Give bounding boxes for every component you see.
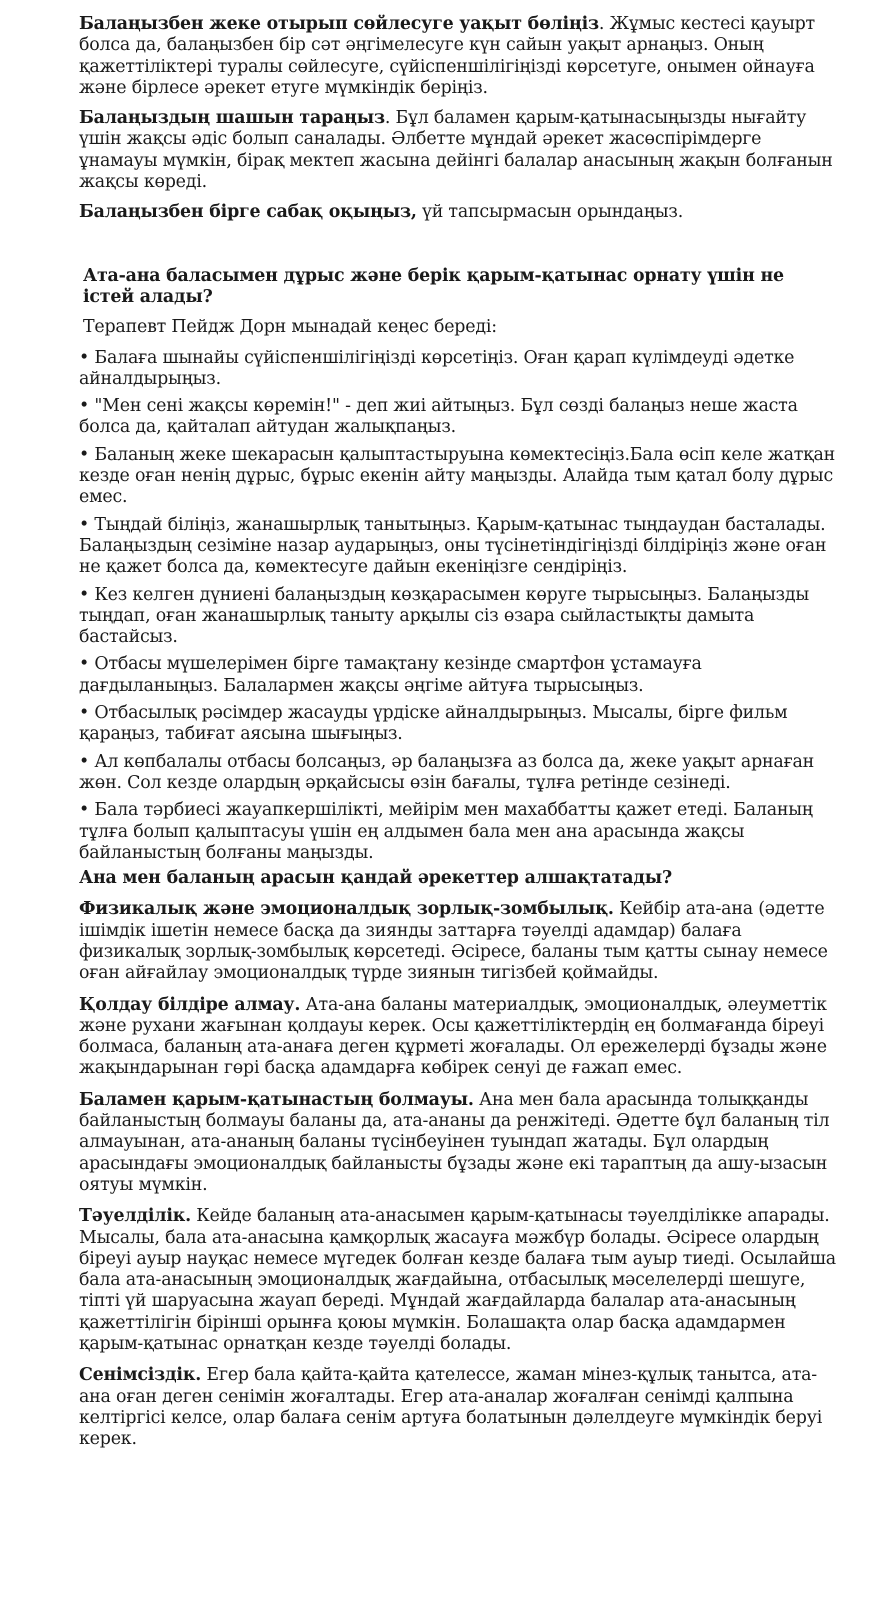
issue-text: Кейбір ата-ана (әдетте ішімдік ішетін немесе басқа да зиянды заттарға тәуелді адамдар) балаға физикалық зорлық-зомбылық көрсетеді. Әсіресе, баланы тым қатты сынау немесе оған айғайлау эмоционалдық түрде зиянын тигізбей қоймайды. [79, 899, 828, 984]
issue-paragraph [79, 1365, 839, 1450]
issue-text: Ата-ана баланы материалдық, эмоционалдық, әлеуметтік және рухани жағынан қолдауы керек. Осы қажеттіліктердің ең болмағанда біреуі болмаса, баланың ата-анаға деген құрметі жоғалады. Ол ережелерді бұзады және жақындарынан гөрі басқа адамдарға көбірек сенуі де ғажап емес. [79, 994, 827, 1079]
bullet-item: • Бала тәрбиесі жауапкершілікті, мейірім мен махаббатты қажет етеді. Баланың тұлға болып қалыптасуы үшін ең алдымен бала мен ана арасында жақсы байланыстың болғаны маңызды. [79, 800, 813, 863]
issue-paragraph [79, 1206, 839, 1355]
section-heading-2: Ана мен баланың арасын қандай әрекеттер алшақтатады? [79, 868, 672, 889]
issue-paragraph [79, 899, 839, 984]
issue-paragraph [79, 1090, 839, 1196]
bullet-item: • Ал көпбалалы отбасы болсаңыз, әр балаңызға аз болса да, жеке уақыт арнаған жөн. Сол кезде олардың әрқайсысы өзін бағалы, тұлға ретінде сезінеді. [79, 751, 815, 793]
issue-title: Тәуелділік. [79, 1206, 191, 1227]
issue-title: Баламен қарым-қатынастың болмауы. [79, 1089, 474, 1110]
intro-lead-1: Балаңызбен жеке отырып сөйлесуге уақыт бөліңіз [79, 14, 599, 34]
intro-text-2: . Бұл баламен қарым-қатынасыңызды нығайту үшін жақсы әдіс болып саналады. Әлбетте мұндай әрекет жасөспірімдерге ұнамауы мүмкін, бірақ мектеп жасына дейінгі балалар анасының жақын болғанын жақсы көреді. [79, 108, 833, 193]
issue-text: Ана мен бала арасында толыққанды байланыстың болмауы баланы да, ата-ананы да ренжітеді. Әдетте бұл баланың тіл алмауынан, ата-ананың баланы түсінбеуінен туындап жатады. Бұл олардың арасындағы эмоционалдық байланысты бұзады және екі тараптың да ашу-ызасын оятуы мүмкін. [79, 1089, 830, 1195]
issue-text: Кейде баланың ата-анасымен қарым-қатынасы тәуелділікке апарады. Мысалы, бала ата-анасына қамқорлық жасауға мәжбүр болады. Әсіресе олардың біреуі ауыр науқас немесе мүгедек болған кезде балаға тым ауыр тиеді. Осылайша бала ата-анасының эмоционалдық жағдайына, отбасылық мәселелерді шешуге, тіпті үй шаруасына жауап береді. Мұндай жағдайларда балалар ата-анасының қажеттілігін бірінші орынға қоюы мүмкін. Болашақта олар басқа адамдармен қарым-қатынас орнатқан кезде тәуелді болады. [79, 1206, 836, 1355]
bullet-item: • "Мен сені жақсы көремін!" - деп жиі айтыңыз. Бұл сөзді балаңыз неше жаста болса да, қайталап айтудан жалықпаңыз. [79, 396, 798, 438]
intro-lead-2: Балаңыздың шашын тараңыз [79, 108, 385, 129]
bullet-item: • Отбасылық рәсімдер жасауды үрдіске айналдырыңыз. Мысалы, бірге фильм қараңыз, табиғат аясына шығыңыз. [79, 703, 788, 745]
intro-paragraph-3 [79, 202, 839, 223]
bullet-item: • Кез келген дүниені балаңыздың көзқарасымен көруге тырысыңыз. Балаңызды тыңдап, оған жанашырлық таныту арқылы сіз өзара сыйластықты дамыта бастайсыз. [79, 584, 810, 648]
section-lead: Терапевт Пейдж Дорн мынадай кеңес береді: [83, 317, 497, 338]
intro-text-1: . Жұмыс кестесі қауырт болса да, балаңызбен бір сәт әңгімелесуге күн сайын уақыт арнаңыз. Оның қажеттіліктері туралы сөйлесуге, сүйіспеншілігіңізді көрсетуге, онымен ойнауға және бірлесе әрекет етуге мүмкіндік беріңіз. [79, 14, 815, 98]
issue-title: Қолдау білдіре алмау. [79, 994, 301, 1015]
article-body [79, 14, 839, 1451]
section-heading-1: Ата-ана баласымен дұрыс және берік қарым-қатынас орнату үшін не істей алады? [83, 265, 784, 307]
intro-text-3: үй тапсырмасын орындаңыз. [416, 202, 684, 223]
intro-lead-3: Балаңызбен бірге сабақ оқыңыз, [79, 202, 417, 223]
issue-title: Физикалық және эмоционалдық зорлық-зомбылық. [79, 899, 614, 920]
bullet-item: • Балаға шынайы сүйіспеншілігіңізді көрсетіңіз. Оған қарап күлімдеуді әдетке айналдырыңыз. [79, 347, 795, 389]
bullet-item: • Тыңдай біліңіз, жанашырлық танытыңыз. Қарым-қатынас тыңдаудан басталады. Балаңыздың сезіміне назар аударыңыз, оны түсінетіндігіңізді білдіріңіз және оған не қажет болса да, көмектесуге дайын екеніңізге сендіріңіз. [79, 514, 827, 578]
issue-text: Егер бала қайта-қайта қателессе, жаман мінез-құлық танытса, ата-ана оған деген сенімін жоғалтады. Егер ата-аналар жоғалған сенімді қалпына келтіргісі келсе, олар балаға сенім артуға болатынын дәлелдеуге мүмкіндік беруі керек. [79, 1365, 823, 1450]
intro-paragraph-1 [79, 14, 839, 99]
issue-title: Сенімсіздік. [79, 1365, 202, 1386]
issue-paragraph [79, 995, 839, 1080]
intro-paragraph-2 [79, 108, 839, 193]
bullet-item: • Баланың жеке шекарасын қалыптастыруына көмектесіңіз.Бала өсіп келе жатқан кезде оған ненің дұрыс, бұрыс екенін айту маңызды. Алайда тым қатал болу дұрыс емес. [79, 444, 836, 508]
bullet-item: • Отбасы мүшелерімен бірге тамақтану кезінде смартфон ұстамауға дағдыланыңыз. Балалармен жақсы әңгіме айтуға тырысыңыз. [79, 654, 702, 696]
